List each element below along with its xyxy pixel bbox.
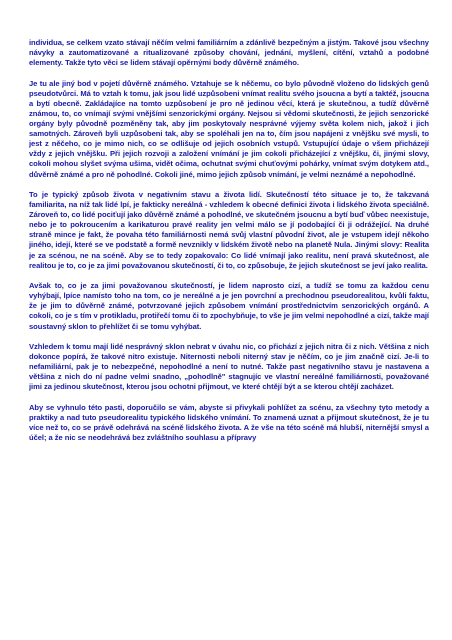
paragraph-3: To je typický způsob života v negativním stavu a života lidí. Skutečností této situace je to, že takzvaná familiarita, na níž tak lidé lpí, je fakticky nereálná - vzhledem k obecné definici života i lidského života speciálně. Zároveň to, co lidé pociťují jako důvěrně známé a pohodlné, ve skutečném jsoucnu a bytí buď vůbec neexistuje, nebo je to pokroucením a karikaturou pravé reality jen velmi málo se jí podobající či ji odrážející. Na druhé straně mince je fakt, že povaha této familiárnosti nemá svůj vlastní původní život, ale je vstupem idejí někoho jiného, idejí, které se ve podstatě a formě nevznikly v lidském životě nebo na planetě Nula. Jinými slovy: Realita je za scénou, ne na scéně. Aby se to tedy zopakovalo: Co lidé vnímají jako realitu, není pravá skutečnost, ale realitou je to, co je za jimi považovanou skutečností, či to, co způsobuje, že jejich skutečnost se jeví jako realita. xyxy=(29,190,429,270)
paragraph-1: individua, se celkem vzato stávají něčím velmi familiárním a zdánlivě bezpečným a jistým. Takové jsou všechny návyky a zautomatizované a ritualizované způsoby chování, jednání, myšlení, cítění, vztahů a podobné elementy. Takže tyto věci se lidem stávají opěrnými body důvěrně známého. xyxy=(29,38,429,68)
paragraph-5: Vzhledem k tomu mají lidé nesprávný sklon nebrat v úvahu nic, co přichází z jejich nitra či z nich. Většina z nich dokonce popírá, že takové nitro existuje. Niternosti neboli niterný stav je něčím, co je jim značně cizí. Je-li to nefamiliární, pak je to nebezpečné, nepohodlné a není to nutné. Takže past negativního stavu je nastavena a většina z nich do ní padne velmi snadno, „pohodlně" stagnujíc ve vlastní nereálné familiárnosti, považované jimi za jedinou skutečnost, kterou jsou ochotni přijmout, ve které chtějí být a se kterou chtějí zacházet. xyxy=(29,342,429,392)
paragraph-2: Je tu ale jiný bod v pojetí důvěrně známého. Vztahuje se k něčemu, co bylo původně vloženo do lidských genů pseudotvůrci. Má to vztah k tomu, jak jsou lidé uzpůsobeni vnímat realitu svého jsoucna a bytí a taktéž, jsoucna a bytí obecně. Zakládajíce na tomto uzpůsobení je pro ně jedinou věcí, která je skutečnou, a tudíž důvěrně známou, to, co vnímají svými vnějšími senzorickými orgány. Nejsou si vědomi skutečnosti, že jejich senzorické orgány byly původně pozměněny tak, aby jim poskytovaly nesprávné výjemy světa kolem nich, jakož i jich samotných. Zároveň byli uzpůsobeni tak, aby se spoléhali jen na to, čím jsou napájeni z vnějšku své mysli, to jest z něčeho, co je mimo nich, co se odlišuje od jejich osobních vstupů. Vstupující údaje o všem přicházejí vždy z jejich vnějšku. Při jejich rozvoji a založení vnímání je jim cokoli přicházející z vnějšku, či, jinými slovy, cokoli mohou slyšet svýma ušima, vidět očima, ochutnat svými chuťovými pohárky, vnímat svým dotykem atd., důvěrně známé a pro ně pohodlné. Cokoli jiné, mimo jejich způsob vnímání, je velmi neznámé a nepohodlné. xyxy=(29,78,429,179)
paragraph-6: Aby se vyhnulo této pasti, doporučilo se vám, abyste si přivykali pohlížet za scénu, za všechny tyto metody a praktiky a nad tuto pseudorealitu typického lidského vnímání. To znamená uznat a přijmout skutečnost, že je tu více než to, co se právě odehrává na scéně lidského života. A že vše na této scéně má hlubší, niternější smysl a účel; a že nic se neodehrává bez zvláštního souhlasu a přípravy xyxy=(29,402,429,443)
paragraph-4: Avšak to, co je za jimi považovanou skutečností, je lidem naprosto cizí, a tudíž se tomu za každou cenu vyhýbají, lpíce namísto toho na tom, co je nereálné a je jen povrchní a prechodnou pseudorealitou, kvůli faktu, že je jim to důvěrně známé, potvrzované jejich způsobem vnímání prostřednictvím senzorických orgánů. A cokoli, co je s tím v protikladu, protiřečí tomu či to zpochybňuje, to vše je jim velmi nepohodlné a cizí, takže mají soustavný sklon to přehlížet či se tomu vyhýbat. xyxy=(29,281,429,331)
document-page xyxy=(29,38,429,454)
